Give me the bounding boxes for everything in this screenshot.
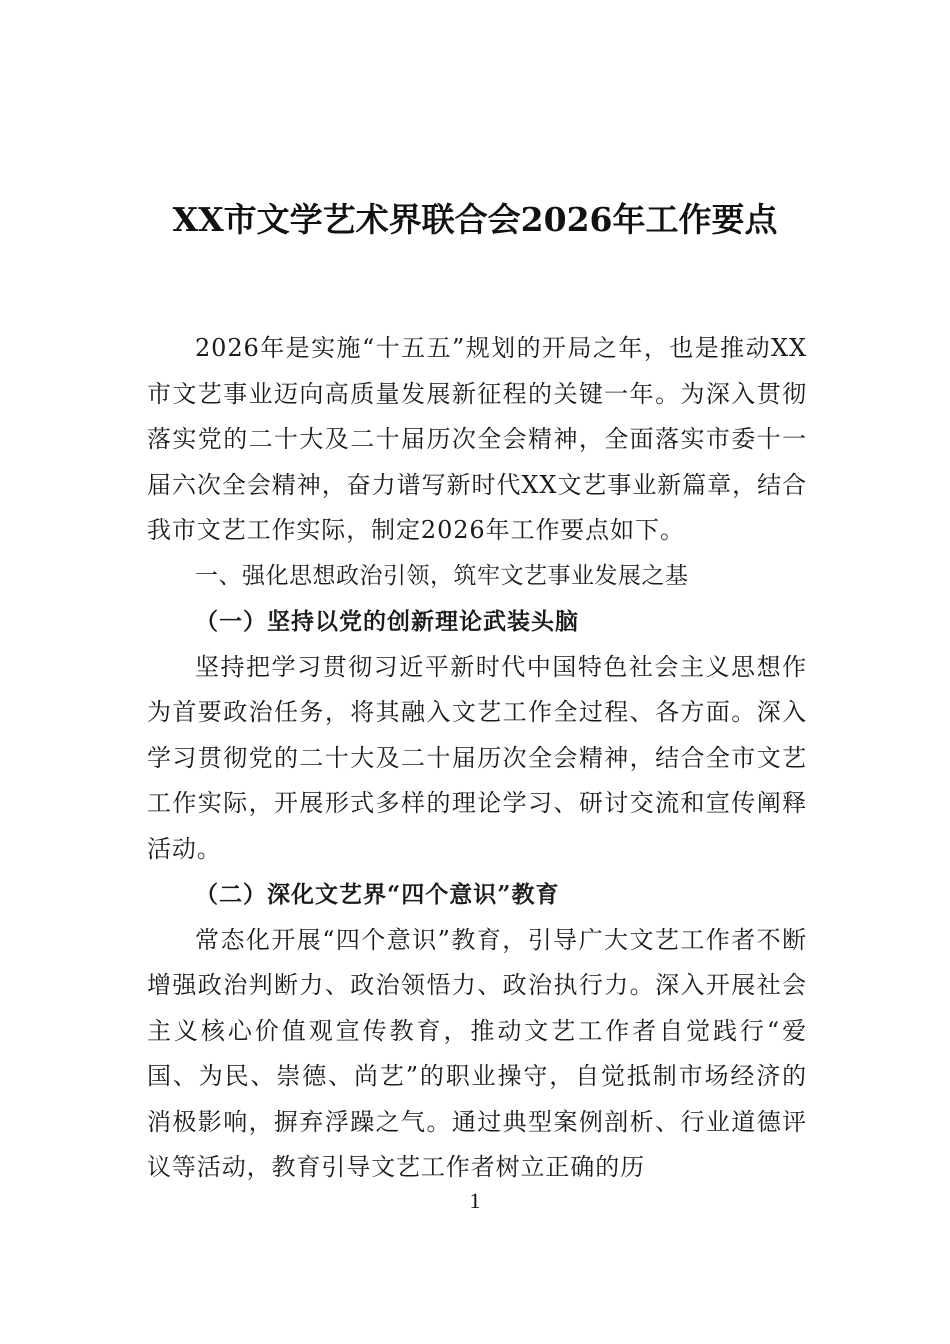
subsection-1-paragraph: 坚持把学习贯彻习近平新时代中国特色社会主义思想作为首要政治任务，将其融入文艺工作全过程、各方面。深入学习贯彻党的二十大及二十届历次全会精神，结合全市文艺工作实际，开展形式多样的理论学习、研讨交流和宣传阐释活动。 bbox=[147, 652, 807, 863]
subsection-heading-1: （一）坚持以党的创新理论武装头脑 bbox=[195, 608, 579, 635]
intro-paragraph: 2026年是实施“十五五”规划的开局之年，也是推动XX市文艺事业迈向高质量发展新征程的关键一年。为深入贯彻落实党的二十大及二十届历次全会精神，全面落实市委十一届六次全会精神，奋力谱写新时代XX文艺事业新篇章，结合我市文艺工作实际，制定2026年工作要点如下。 bbox=[147, 334, 807, 544]
document-title: XX市文学艺术界联合会2026年工作要点 bbox=[172, 200, 778, 239]
document-body bbox=[147, 326, 807, 1191]
section-heading-1: 一、强化思想政治引领，筑牢文艺事业发展之基 bbox=[195, 562, 689, 589]
subsection-2-paragraph: 常态化开展“四个意识”教育，引导广大文艺工作者不断增强政治判断力、政治领悟力、政治执行力。深入开展社会主义核心价值观宣传教育，推动文艺工作者自觉践行“爱国、为民、崇德、尚艺”的职业操守，自觉抵制市场经济的消极影响，摒弃浮躁之气。通过典型案例剖析、行业道德评议等活动，教育引导文艺工作者树立正确的历 bbox=[147, 925, 807, 1181]
subsection-heading-2: （二）深化文艺界“四个意识”教育 bbox=[195, 881, 560, 908]
page-number: 1 bbox=[469, 1188, 481, 1213]
